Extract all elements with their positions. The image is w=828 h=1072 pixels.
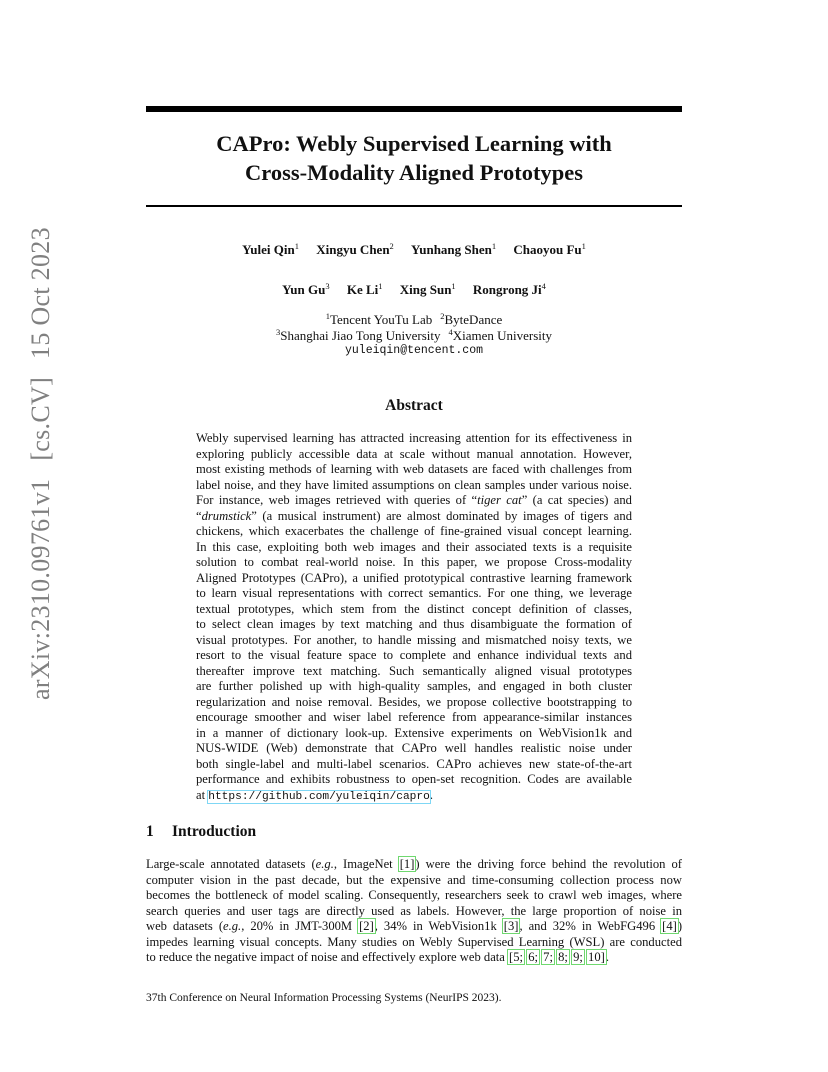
- author: Xing Sun$^1$: [399, 281, 456, 297]
- author: Yulei Qin$^1$: [242, 241, 299, 257]
- author: Ke Li$^1$: [346, 281, 383, 297]
- abstract-line: to learn visual representations with correct semantics. For one thing, we leverage: [196, 586, 632, 600]
- abstract-line: In this case, exploiting both web images and their associated texts is a requisite: [196, 539, 632, 554]
- query-term: tiger cat: [477, 493, 522, 507]
- citation-link[interactable]: 10]: [588, 950, 605, 964]
- abstract-line: at https://github.com/yuleiqin/capro.: [196, 787, 433, 803]
- abstract-line: performance and exhibits robustness to open-set recognition. Codes are available: [196, 772, 632, 786]
- author: Rongrong Ji$^4$: [472, 281, 546, 297]
- intro-line: impedes learning visual concepts. Many studies on Webly Supervised Learning (WSL) are conducted: [146, 934, 682, 949]
- contact-email[interactable]: yuleiqin@tencent.com: [344, 344, 484, 357]
- citation-link[interactable]: 7;: [543, 950, 553, 964]
- citation-link[interactable]: [5;: [509, 950, 524, 964]
- intro-line: search queries and user tags are directly used as labels. However, the large proportion of noise in: [146, 903, 682, 918]
- abstract-line: visual prototypes. For another, to handle missing and mismatched noisy texts, we: [196, 632, 632, 647]
- affiliation: Tencent YouTu Lab: [329, 312, 433, 327]
- citation-link[interactable]: [4]: [662, 919, 677, 933]
- author: Yun Gu$^3$: [282, 281, 330, 297]
- abstract-body: [196, 431, 632, 803]
- abstract-line: Webly supervised learning has attracted increasing attention for its effectiveness in: [196, 431, 632, 445]
- abstract-line: label noise, and they have limited assumptions on clean samples under various noise.: [196, 477, 632, 492]
- paper-title: [146, 129, 682, 187]
- citation-link[interactable]: 8;: [558, 950, 568, 964]
- section-number: 1: [146, 823, 154, 840]
- citation-link[interactable]: [2]: [359, 919, 374, 933]
- citation-link[interactable]: [3]: [503, 919, 519, 933]
- intro-line: becomes the bottleneck of model scaling. Consequently, researchers seek to crawl web images, where: [146, 888, 682, 902]
- code-repository-link[interactable]: https://github.com/yuleiqin/capro: [208, 790, 430, 803]
- abstract-line: both single-label and multi-label scenarios. CAPro achieves new state-of-the-art: [196, 756, 632, 771]
- author: Yunhang Shen$^1$: [411, 241, 497, 257]
- affiliations-line-1: $^1$Tencent YouTu Lab $^2$ByteDance: [325, 311, 503, 327]
- abstract-line: “drumstick” (a musical instrument) are almost dominated by images of tigers and: [196, 508, 632, 523]
- intro-line: Large-scale annotated datasets (e.g., ImageNet [1]) were the driving force behind the revolution of: [146, 857, 682, 871]
- intro-line: web datasets (e.g., 20% in JMT-300M [2], 34% in WebVision1k [3], and 32% in WebFG496 [4]): [146, 919, 683, 933]
- abstract-line: chickens, which exacerbates the challenge of fine-grained visual concept learning.: [196, 524, 632, 538]
- abstract-line: regularization and noise removal. Besides, we propose collective bootstrapping to: [196, 694, 632, 709]
- title-line-1: CAPro: Webly Supervised Learning with: [216, 131, 612, 156]
- abstract-line: thereafter improve text matching. Such semantically aligned visual prototypes: [196, 663, 632, 678]
- abstract-line: textual prototypes, which stem from the distinct concept definition of classes,: [196, 601, 632, 616]
- abstract-line: For instance, web images retrieved with queries of “tiger cat” (a cat species) and: [196, 493, 632, 507]
- conference-footer: 37th Conference on Neural Information Processing Systems (NeurIPS 2023).: [146, 992, 502, 1004]
- arxiv-identifier-stamp: [23, 227, 59, 700]
- abstract-heading: Abstract: [385, 397, 443, 414]
- arxiv-id: arXiv:2310.09761v1: [26, 478, 55, 700]
- section-heading-introduction: [146, 822, 256, 842]
- abstract-line: Aligned Prototypes (CAPro), a unified prototypical contrastive learning framework: [196, 570, 632, 585]
- title-top-rule: [146, 106, 682, 112]
- abstract-line: NUS-WIDE (Web) demonstrate that CAPro well handles realistic noise under: [196, 741, 632, 755]
- author: Xingyu Chen$^2$: [316, 241, 394, 257]
- citation-link[interactable]: 6;: [528, 950, 538, 964]
- abstract-line: are further polished up with high-quality samples, and engaged in both cluster: [196, 679, 632, 693]
- affiliation: ByteDance: [444, 312, 503, 327]
- affiliation: Xiamen University: [452, 328, 553, 343]
- citation-link[interactable]: 9;: [573, 950, 583, 964]
- arxiv-date: 15 Oct 2023: [26, 227, 55, 359]
- introduction-body: [146, 857, 682, 966]
- affiliations-line-2: $^3$Shanghai Jiao Tong University $^4$Xiamen University: [275, 327, 553, 343]
- title-bottom-rule: [146, 205, 682, 207]
- abstract-line: resort to the visual feature space to complete and enhance individual texts and: [196, 648, 632, 662]
- citation-link[interactable]: [1]: [399, 857, 415, 871]
- section-title: Introduction: [172, 823, 257, 840]
- abstract-line: solution to combat real-world noise. In this paper, we propose Cross-modality: [196, 555, 632, 569]
- query-term: drumstick: [201, 508, 252, 523]
- author-list-row-2: [146, 282, 682, 298]
- abstract-line: exploring publicly accessible data at scale without manual annotation. However,: [196, 446, 632, 461]
- author-list-row-1: [146, 242, 682, 258]
- author: Chaoyou Fu$^1$: [513, 241, 586, 257]
- affiliation: Shanghai Jiao Tong University: [280, 328, 441, 343]
- title-line-2: Cross-Modality Aligned Prototypes: [245, 160, 583, 185]
- abstract-line: in a manner of dictionary look-up. Extensive experiments on WebVision1k and: [196, 725, 632, 740]
- abstract-line: to select clean images by text matching and thus disambiguate the formation of: [196, 617, 632, 631]
- arxiv-category: [cs.CV]: [26, 376, 55, 461]
- intro-line: computer vision in the past decade, but the expensive and time-consuming collection process now: [146, 872, 682, 887]
- intro-line: to reduce the negative impact of noise and effectively explore web data [5; 6; 7; 8; 9; 10].: [146, 950, 609, 964]
- abstract-line: encourage smoother and wiser label reference from appearance-similar instances: [196, 710, 632, 724]
- abstract-line: most existing methods of learning with web datasets are faced with challenges from: [196, 462, 632, 476]
